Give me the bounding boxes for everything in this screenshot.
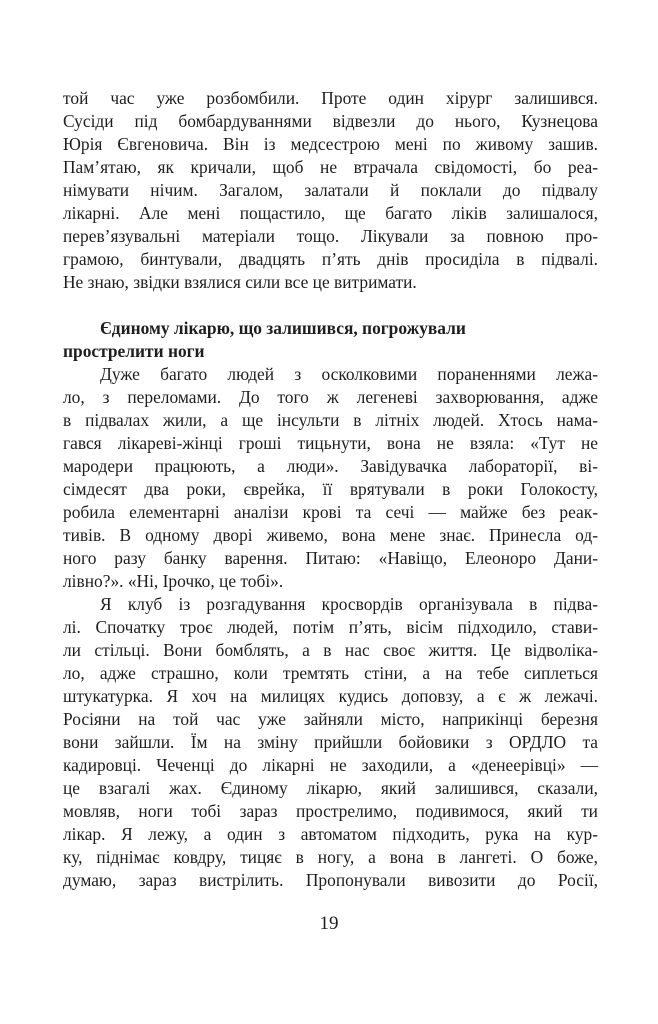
text-line: Я клуб із розгадування кросвордів організувала в підва-	[100, 594, 598, 614]
text-line: той час уже розбомбили. Проте один хірург залишився.	[63, 88, 598, 108]
heading-line: прострелити ноги	[63, 341, 205, 361]
text-line: лікарні. Але мені пощастило, ще багато ліків залишалося,	[63, 203, 598, 223]
text-line: ло, з переломами. До того ж легеневі захворювання, адже	[63, 387, 598, 407]
text-line: Пам’ятаю, як кричали, щоб не втрачала свідомості, бо реа-	[63, 157, 598, 177]
paragraph	[63, 87, 598, 294]
section-heading	[63, 317, 598, 363]
text-line: Росіяни на той час уже зайняли місто, наприкінці березня	[63, 709, 598, 729]
text-line: тивів. В одному дворі живемо, вона мене знає. Принесла од-	[63, 525, 598, 545]
text-line: ного разу банку варення. Питаю: «Навіщо, Елеоноро Дани-	[63, 548, 598, 568]
text-line: це взагалі жах. Єдиному лікарю, який залишився, сказали,	[63, 778, 598, 798]
text-line: лікар. Я лежу, а один з автоматом підходить, рука на кур-	[63, 824, 598, 844]
text-line: кадировці. Чеченці до лікарні не заходили, а «денеерівці» —	[63, 755, 598, 775]
text-line: сімдесят два роки, єврейка, її врятували в роки Голокосту,	[63, 479, 598, 499]
heading-line: Єдиному лікарю, що залишився, погрожували	[100, 318, 466, 338]
text-line: мовляв, ноги тобі зараз прострелимо, подивимося, який ти	[63, 801, 598, 821]
text-line: робила елементарні аналізи крові та сечі — майже без реак-	[63, 502, 598, 522]
page-number: 19	[319, 913, 339, 934]
text-line: думаю, зараз вистрілить. Пропонували вивозити до Росії,	[63, 870, 598, 890]
text-line: ку, піднімає ковдру, тицяє в ногу, а вона в лангеті. О боже,	[63, 847, 598, 867]
text-line: Дуже багато людей з осколковими пораненнями лежа-	[100, 364, 598, 384]
text-line: грамою, бинтували, двадцять п’ять днів просиділа в підвалі.	[63, 249, 598, 269]
text-line: Юрія Євгеновича. Він із медсестрою мені по живому зашив.	[63, 134, 598, 154]
text-line: Сусіди під бомбардуваннями відвезли до нього, Кузнецова	[63, 111, 598, 131]
text-line: мародери працюють, а люди». Завідувачка лабораторії, ві-	[63, 456, 598, 476]
page-text	[63, 87, 598, 892]
text-line: лі. Спочатку троє людей, потім п’ять, вісім підходило, стави-	[63, 617, 598, 637]
paragraph	[63, 593, 598, 892]
text-line: німувати нічим. Загалом, залатали й поклали до підвалу	[63, 180, 598, 200]
text-line: лівно?». «Ні, Ірочко, це тобі».	[63, 571, 284, 591]
text-line: ли стільці. Вони бомблять, а в нас своє життя. Це відволіка-	[63, 640, 598, 660]
paragraph-spacer	[63, 294, 598, 317]
text-line: ло, адже страшно, коли тремтять стіни, а на тебе сиплеться	[63, 663, 598, 683]
text-line: вони зайшли. Їм на зміну прийшли бойовики з ОРДЛО та	[63, 732, 598, 752]
text-line: Не знаю, звідки взялися сили все це витримати.	[63, 272, 417, 292]
paragraph	[63, 363, 598, 593]
text-line: гався лікареві-жінці гроші тицьнути, вона не взяла: «Тут не	[63, 433, 598, 453]
text-line: в підвалах жили, а ще інсульти в літніх людей. Хтось нама-	[63, 410, 598, 430]
text-line: перев’язувальні матеріали тощо. Лікували за повною про-	[63, 226, 598, 246]
text-line: штукатурка. Я хоч на милицях кудись доповзу, а є ж лежачі.	[63, 686, 598, 706]
